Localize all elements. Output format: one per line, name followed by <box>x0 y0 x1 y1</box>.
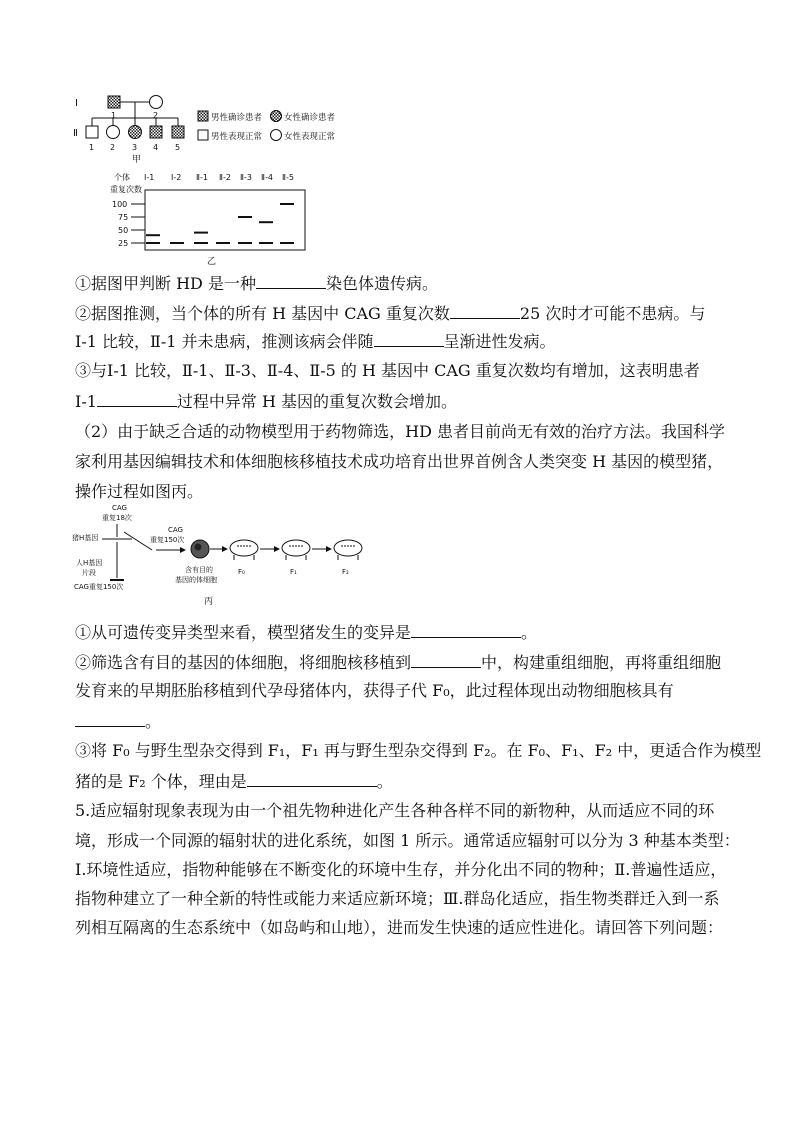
gen2-num-2: 2 <box>110 143 116 152</box>
pedigree-figure <box>70 90 390 168</box>
pig-f2-icon <box>334 540 362 560</box>
gel-caption: 乙 <box>207 257 217 267</box>
gel-frame <box>145 190 305 250</box>
pig-gene-label: 猪H基因 <box>72 534 99 542</box>
gel-y-title: 重复次数 <box>110 185 142 194</box>
pedigree-II3-female-affected <box>129 126 142 139</box>
f2-label: F₂ <box>342 568 349 576</box>
gen1-num-1: 1 <box>111 111 117 120</box>
f1-label: F₁ <box>290 568 297 576</box>
question-2-2c: 。 <box>75 711 161 732</box>
arrow-head <box>326 546 332 552</box>
gel-tick-50: 50 <box>118 226 129 235</box>
gel-lane-label: Ⅱ-1 <box>196 173 208 182</box>
arrow-head <box>222 546 228 552</box>
legend-male-normal-icon <box>198 130 208 140</box>
cag150-label: CAG <box>168 526 183 534</box>
pig-f1-icon <box>282 540 310 560</box>
gel-lane-label: Ⅱ-2 <box>219 173 231 182</box>
legend-male-affected-icon <box>198 111 208 121</box>
question-5-line-3: Ⅰ.环境性适应，指物种能够在不断变化的环境中生存，并分化出不同的物种；Ⅱ.普遍性适应， <box>75 860 727 879</box>
pedigree-II2-female-normal <box>107 126 120 139</box>
question-2-1: ①从可遗传变异类型来看，模型猪发生的变异是 。 <box>75 623 538 642</box>
legend-female-normal-icon <box>271 130 282 141</box>
legend-male-affected: 男性确诊患者 <box>211 113 263 123</box>
question-2-2b: 发育来的早期胚胎移植到代孕母猪体内，获得子代 F₀，此过程体现出动物细胞核具有 <box>75 681 674 700</box>
legend-female-normal: 女性表现正常 <box>284 132 336 142</box>
question-2-intro-2: 家利用基因编辑技术和体细胞核移植技术成功培育出世界首例含人类突变 H 基因的模型猪， <box>75 452 724 471</box>
gen2-num-4: 4 <box>153 143 159 152</box>
gen2-num-1: 1 <box>89 143 95 152</box>
cell-label-2: 基因的体细胞 <box>175 576 217 584</box>
cag150-label-2: 重复150次 <box>150 536 185 544</box>
human-gene-label: 人H基因 <box>76 559 103 567</box>
answer-blank[interactable] <box>97 391 177 407</box>
human-gene-label-2: 片段 <box>82 569 96 577</box>
gen1-num-2: 2 <box>153 111 159 120</box>
question-5-line-4: 指物种建立了一种全新的特性或能力来适应新环境；Ⅲ.群岛化适应，指生物类群迁入到一系 <box>75 889 720 908</box>
diagram-caption: 丙 <box>204 597 214 607</box>
gen2-num-5: 5 <box>175 143 181 152</box>
gel-header-label: 个体 <box>114 173 130 182</box>
gen2-label: Ⅱ <box>73 128 78 139</box>
question-5-line-1: 5.适应辐射现象表现为由一个祖先物种进化产生各种各样不同的新物种，从而适应不同的环 <box>75 801 715 820</box>
question-1-1: ①据图甲判断 HD 是一种 染色体遗传病。 <box>75 274 438 293</box>
legend-female-affected-icon <box>271 111 282 122</box>
answer-blank[interactable] <box>450 303 520 319</box>
pedigree-I2-female-normal <box>150 96 163 109</box>
answer-blank[interactable] <box>411 622 521 638</box>
question-2-3a: ③将 F₀ 与野生型杂交得到 F₁，F₁ 再与野生型杂交得到 F₂。在 F₀、F₁、F₂ 中，更适合作为模型 <box>75 741 762 760</box>
gel-lane-label: Ⅰ-2 <box>171 173 182 182</box>
pig-model-diagram <box>72 502 372 610</box>
question-5-line-5: 列相互隔离的生态系统中（如岛屿和山地），进而发生快速的适应性进化。请回答下列问题： <box>75 918 724 937</box>
pig-f0-icon <box>230 540 258 560</box>
answer-blank[interactable] <box>247 771 377 787</box>
gel-tick-75: 75 <box>118 213 129 222</box>
question-5-line-2: 境，形成一个同源的辐射状的进化系统，如图 1 所示。通常适应辐射可以分为 3 种基本类型： <box>75 831 740 850</box>
pedigree-II4-male-affected <box>150 126 162 138</box>
gel-tick-25: 25 <box>118 239 129 248</box>
answer-blank[interactable] <box>256 273 326 289</box>
question-2-intro-3: 操作过程如图丙。 <box>75 482 204 501</box>
question-1-3b: Ⅰ-1 过程中异常 H 基因的重复次数会增加。 <box>75 392 458 411</box>
gel-lane-label: Ⅱ-3 <box>240 173 252 182</box>
arrow-to-cell <box>124 532 152 550</box>
question-2-intro-1: （2）由于缺乏合适的动物模型用于药物筛选，HD 患者目前尚无有效的治疗方法。我国科学 <box>75 422 726 441</box>
question-1-2a: ②据图推测，当个体的所有 H 基因中 CAG 重复次数 25 次时才可能不患病。与 <box>75 304 706 323</box>
answer-blank[interactable] <box>374 331 444 347</box>
question-1-3a: ③与Ⅰ-1 比较，Ⅱ-1、Ⅱ-3、Ⅱ-4、Ⅱ-5 的 H 基因中 CAG 重复次数均有增加，这表明患者 <box>75 361 700 380</box>
pedigree-I1-male-affected <box>108 96 120 108</box>
arrow-head <box>274 546 280 552</box>
legend-female-affected: 女性确诊患者 <box>284 113 336 123</box>
pedigree-II1-male-normal <box>86 126 98 138</box>
gel-bands <box>146 204 294 243</box>
pedigree-caption: 甲 <box>132 155 142 165</box>
answer-blank[interactable] <box>411 652 481 668</box>
f0-label: F₀ <box>238 568 245 576</box>
gel-tick-100: 100 <box>112 200 128 209</box>
cag150-bottom-label: CAG重复150次 <box>74 583 124 591</box>
question-1-2b: Ⅰ-1 比较，Ⅱ-1 并未患病，推测该病会伴随 呈渐进性发病。 <box>75 332 556 351</box>
answer-blank[interactable] <box>75 711 145 727</box>
cag18-label-2: 重复18次 <box>102 514 132 522</box>
gel-lane-label: Ⅱ-5 <box>282 173 294 182</box>
gel-figure <box>100 170 320 268</box>
gen2-num-3: 3 <box>132 143 138 152</box>
nucleus-icon <box>195 544 202 551</box>
cag18-label: CAG <box>112 504 127 512</box>
gen1-label: I <box>75 98 78 109</box>
gel-lane-label: Ⅰ-1 <box>144 173 155 182</box>
question-2-2a: ②筛选含有目的基因的体细胞，将细胞核移植到 中，构建重组细胞，再将重组细胞 <box>75 653 722 672</box>
gel-lane-label: Ⅱ-4 <box>261 173 273 182</box>
pedigree-II5-male-affected <box>172 126 184 138</box>
arrow-head <box>180 547 186 553</box>
legend-male-normal: 男性表现正常 <box>211 132 263 142</box>
cell-label: 含有目的 <box>185 566 213 574</box>
question-2-3b: 猪的是 F₂ 个体，理由是 。 <box>75 772 393 791</box>
